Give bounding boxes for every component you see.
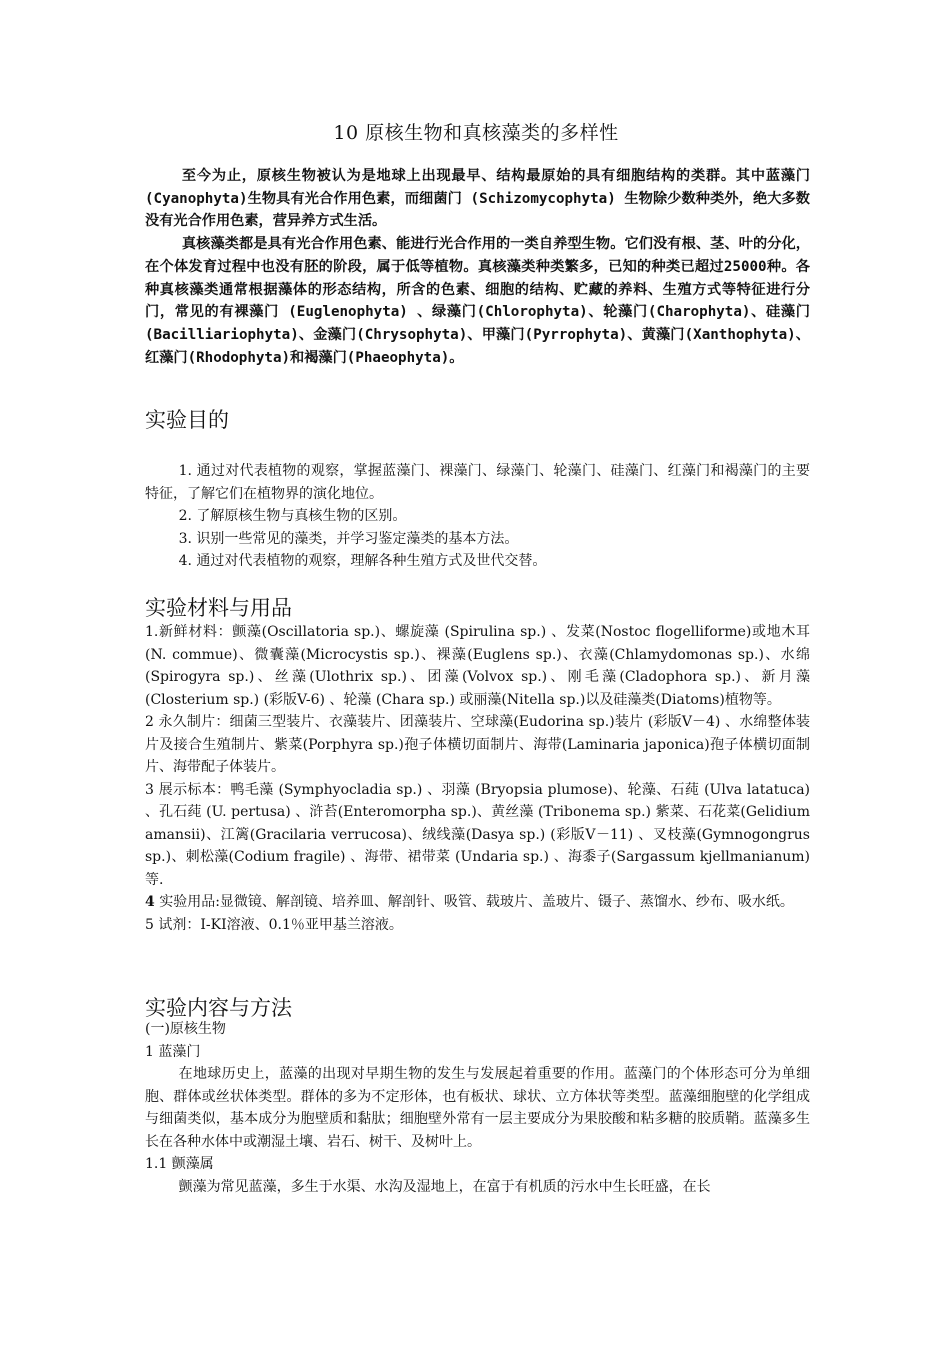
list-item: 1. 通过对代表植物的观察，掌握蓝藻门、裸藻门、绿藻门、轮藻门、硅藻门、红藻门和褐藻门的主要特征，了解它们在植物界的演化地位。 bbox=[145, 463, 810, 502]
materials-tools-text: 实验用品:显微镜、解剖镜、培养皿、解剖针、吸管、载玻片、盖玻片、镊子、蒸馏水、纱布、吸水纸。 bbox=[154, 894, 794, 910]
item-number: 4 bbox=[145, 894, 155, 910]
materials-fresh: 1.新鲜材料：颤藻(Oscillatoria sp.)、螺旋藻 (Spirulina sp.) 、发菜(Nostoc flogelliforme)或地木耳(N. commue)、微囊藻(Microcystis sp.)、裸藻(Euglens sp.)、衣藻(Chlamydomonas sp.)、水绵(Spirogyra sp.)、丝藻(Ulothrix sp.)、团藻(Volvox sp.)、刚毛藻(Cladophora sp.)、新月藻 (Closterium sp.) (彩版V-6) 、轮藻 (Chara sp.) 或丽藻(Nitella sp.)以及硅藻类(Diatoms)植物等。 bbox=[145, 624, 810, 708]
materials-slides: 2 永久制片：细菌三型装片、衣藻装片、团藻装片、空球藻(Eudorina sp.)装片 (彩版V－4) 、水绵整体装片及接合生殖制片、紫菜(Porphyra sp.)孢子体横切面制片、海带(Laminaria japonica)孢子体横切面制片、海带配子体装片。 bbox=[145, 714, 810, 775]
materials-specimens: 3 展示标本：鸭毛藻 (Symphyocladia sp.) 、羽藻 (Bryopsia plumose)、轮藻、石莼 (Ulva latatuca) 、孔石莼 (U. pertusa) 、浒苔(Enteromorpha sp.)、黄丝藻 (Tribonema sp.) 紫菜、石花菜(Gelidium amansii)、江篱(Gracilaria verrucosa)、绒线藻(Dasya sp.) (彩版Ⅴ－11) 、叉枝藻(Gymnogongrus sp.)、刺松藻(Codium fragile) 、海带、裙带菜 (Undaria sp.) 、海黍子(Sargassum kjellmanianum) 等. bbox=[145, 781, 810, 888]
section-heading-materials: 实验材料与用品 bbox=[145, 596, 292, 620]
section-heading-methods: 实验内容与方法 bbox=[145, 996, 292, 1020]
subsection-heading: 1 蓝藻门 bbox=[145, 1043, 201, 1060]
section-heading-objectives: 实验目的 bbox=[145, 408, 229, 432]
list-item: 2. 了解原核生物与真核生物的区别。 bbox=[178, 508, 407, 524]
methods-section bbox=[145, 1018, 810, 1198]
objectives-list bbox=[145, 460, 810, 573]
body-paragraph: 颤藻为常见蓝藻，多生于水渠、水沟及湿地上，在富于有机质的污水中生长旺盛，在长 bbox=[178, 1178, 711, 1195]
materials-tools bbox=[145, 891, 810, 914]
subsection-heading: (一)原核生物 bbox=[145, 1021, 226, 1037]
materials-list bbox=[145, 621, 810, 936]
page-title: 10 原核生物和真核藻类的多样性 bbox=[333, 122, 619, 144]
intro-section bbox=[145, 165, 810, 369]
body-paragraph: 在地球历史上，蓝藻的出现对早期生物的发生与发展起着重要的作用。蓝藻门的个体形态可分为单细胞、群体或丝状体类型。群体的多为不定形体，也有板状、球状、立方体状等类型。蓝藻细胞壁的化学组成与细菌类似，基本成分为胞壁质和黏肽；细胞壁外常有一层主要成分为果胶酸和粘多糖的胶质鞘。蓝藻多生长在各种水体中或潮湿土壤、岩石、树干、及树叶上。 bbox=[145, 1066, 810, 1150]
intro-paragraph: 至今为止，原核生物被认为是地球上出现最早、结构最原始的具有细胞结构的类群。其中蓝藻门(Cyanophyta)生物具有光合作用色素，而细菌门 (Schizomycophyta) 生物除少数种类外，绝大多数没有光合作用色素，营异养方式生活。 bbox=[145, 168, 810, 230]
list-item: 4. 通过对代表植物的观察，理解各种生殖方式及世代交替。 bbox=[178, 553, 547, 569]
materials-reagents: 5 试剂：I-KI溶液、0.1％亚甲基兰溶液。 bbox=[145, 916, 403, 933]
list-item: 3. 识别一些常见的藻类，并学习鉴定藻类的基本方法。 bbox=[178, 530, 519, 547]
intro-paragraph: 真核藻类都是具有光合作用色素、能进行光合作用的一类自养型生物。它们没有根、茎、叶的分化，在个体发育过程中也没有胚的阶段，属于低等植物。真核藻类种类繁多，已知的种类已超过25000种。各种真核藻类通常根据藻体的形态结构，所含的色素、细胞的结构、贮藏的养料、生殖方式等特征进行分门，常见的有裸藻门 (Euglenophyta) 、绿藻门(Chlorophyta)、轮藻门(Charophyta)、硅藻门(Bacilliariophyta)、金藻门(Chrysophyta)、甲藻门(Pyrrophyta)、黄藻门(Xanthophyta)、红藻门(Rhodophyta)和褐藻门(Phaeophyta)。 bbox=[145, 236, 810, 366]
subsection-heading: 1.1 颤藻属 bbox=[145, 1156, 214, 1172]
